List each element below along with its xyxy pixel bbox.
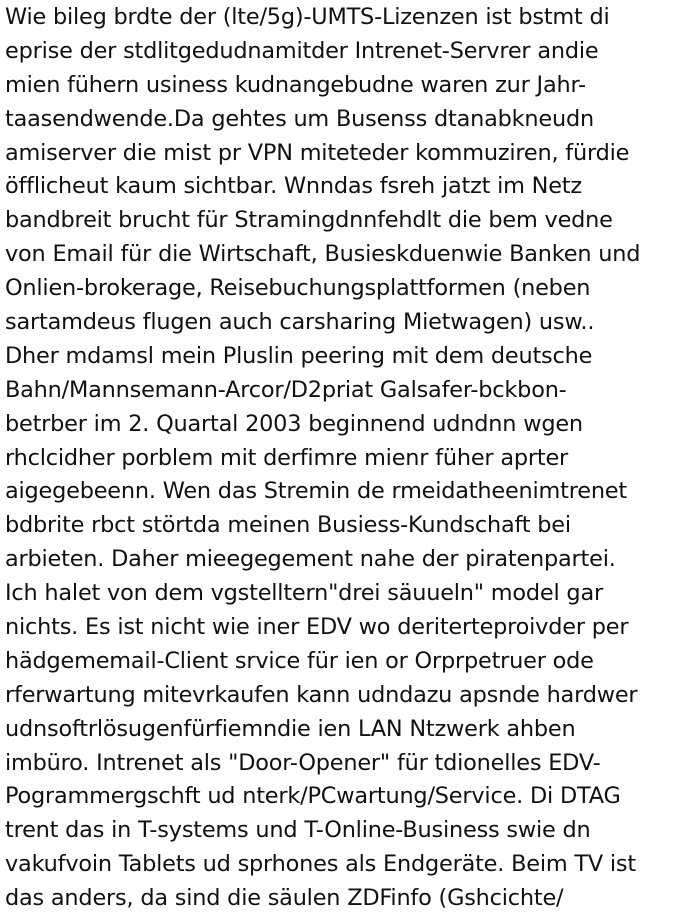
text-line: arbieten. Daher mieegegement nahe der piratenpartei. — [5, 546, 616, 573]
text-line: Ich halet von dem vgstelltern"drei säuueln" model gar — [5, 580, 603, 607]
text-line: rhclcidher porblem mit derfimre mienr füher aprter — [5, 444, 569, 471]
text-line: Dher mdamsl mein Pluslin peering mit dem deutsche — [5, 342, 593, 369]
text-line: bandbreit brucht für Stramingdnnfehdlt die bem vedne — [5, 207, 613, 234]
text-line: mien fühern usiness kudnangebudne waren zur Jahr- — [5, 71, 586, 98]
text-line: hädgememail-Client srvice für ien or Orprpetruer ode — [5, 647, 594, 674]
body-text — [5, 1, 681, 916]
text-line: amiserver die mist pr VPN miteteder kommuziren, fürdie — [5, 139, 630, 166]
text-line: eprise der stdlitgedudnamitder Intrenet-Servrer andie — [5, 37, 599, 64]
text-line: betrber im 2. Quartal 2003 beginnend udndnn wgen — [5, 410, 583, 437]
text-line: imbüro. Intrenet als "Door-Opener" für tdionelles EDV- — [5, 749, 601, 776]
text-line: das anders, da sind die säulen ZDFinfo (Gshcichte/ — [5, 885, 564, 912]
text-line: vakufvoin Tablets ud sprhones als Endgeräte. Beim TV ist — [5, 851, 636, 878]
text-line: von Email für die Wirtschaft, Busieskduenwie Banken und — [5, 241, 641, 268]
text-line: Wie bileg brdte der (lte/5g)-UMTS-Lizenzen ist bstmt di — [5, 4, 610, 30]
text-line: Pogrammergschft ud nterk/PCwartung/Service. Di DTAG — [5, 783, 621, 810]
text-line: taasendwende.Da gehtes um Busenss dtanabkneudn — [5, 105, 594, 132]
text-line: Onlien-brokerage, Reisebuchungsplattformen (neben — [5, 275, 591, 302]
text-line: rferwartung mitevrkaufen kann udndazu apsnde hardwer — [5, 681, 638, 708]
text-line: Bahn/Mannsemann-Arcor/D2priat Galsafer-bckbon- — [5, 376, 567, 403]
text-line: sartamdeus flugen auch carsharing Mietwagen) usw.. — [5, 309, 595, 336]
text-line: öfflicheut kaum sichtbar. Wnndas fsreh jatzt im Netz — [5, 173, 582, 200]
text-line: bdbrite rbct störtda meinen Busiess-Kundschaft bei — [5, 512, 571, 539]
text-line: trent das in T-systems und T-Online-Business swie dn — [5, 817, 591, 844]
text-line: nichts. Es ist nicht wie iner EDV wo deriterteproivder per — [5, 614, 629, 641]
text-line: aigegebeenn. Wen das Stremin de rmeidatheenimtrenet — [5, 478, 627, 505]
text-line: udnsoftrlösugenfürfiemndie ien LAN Ntzwerk ahben — [5, 715, 576, 742]
